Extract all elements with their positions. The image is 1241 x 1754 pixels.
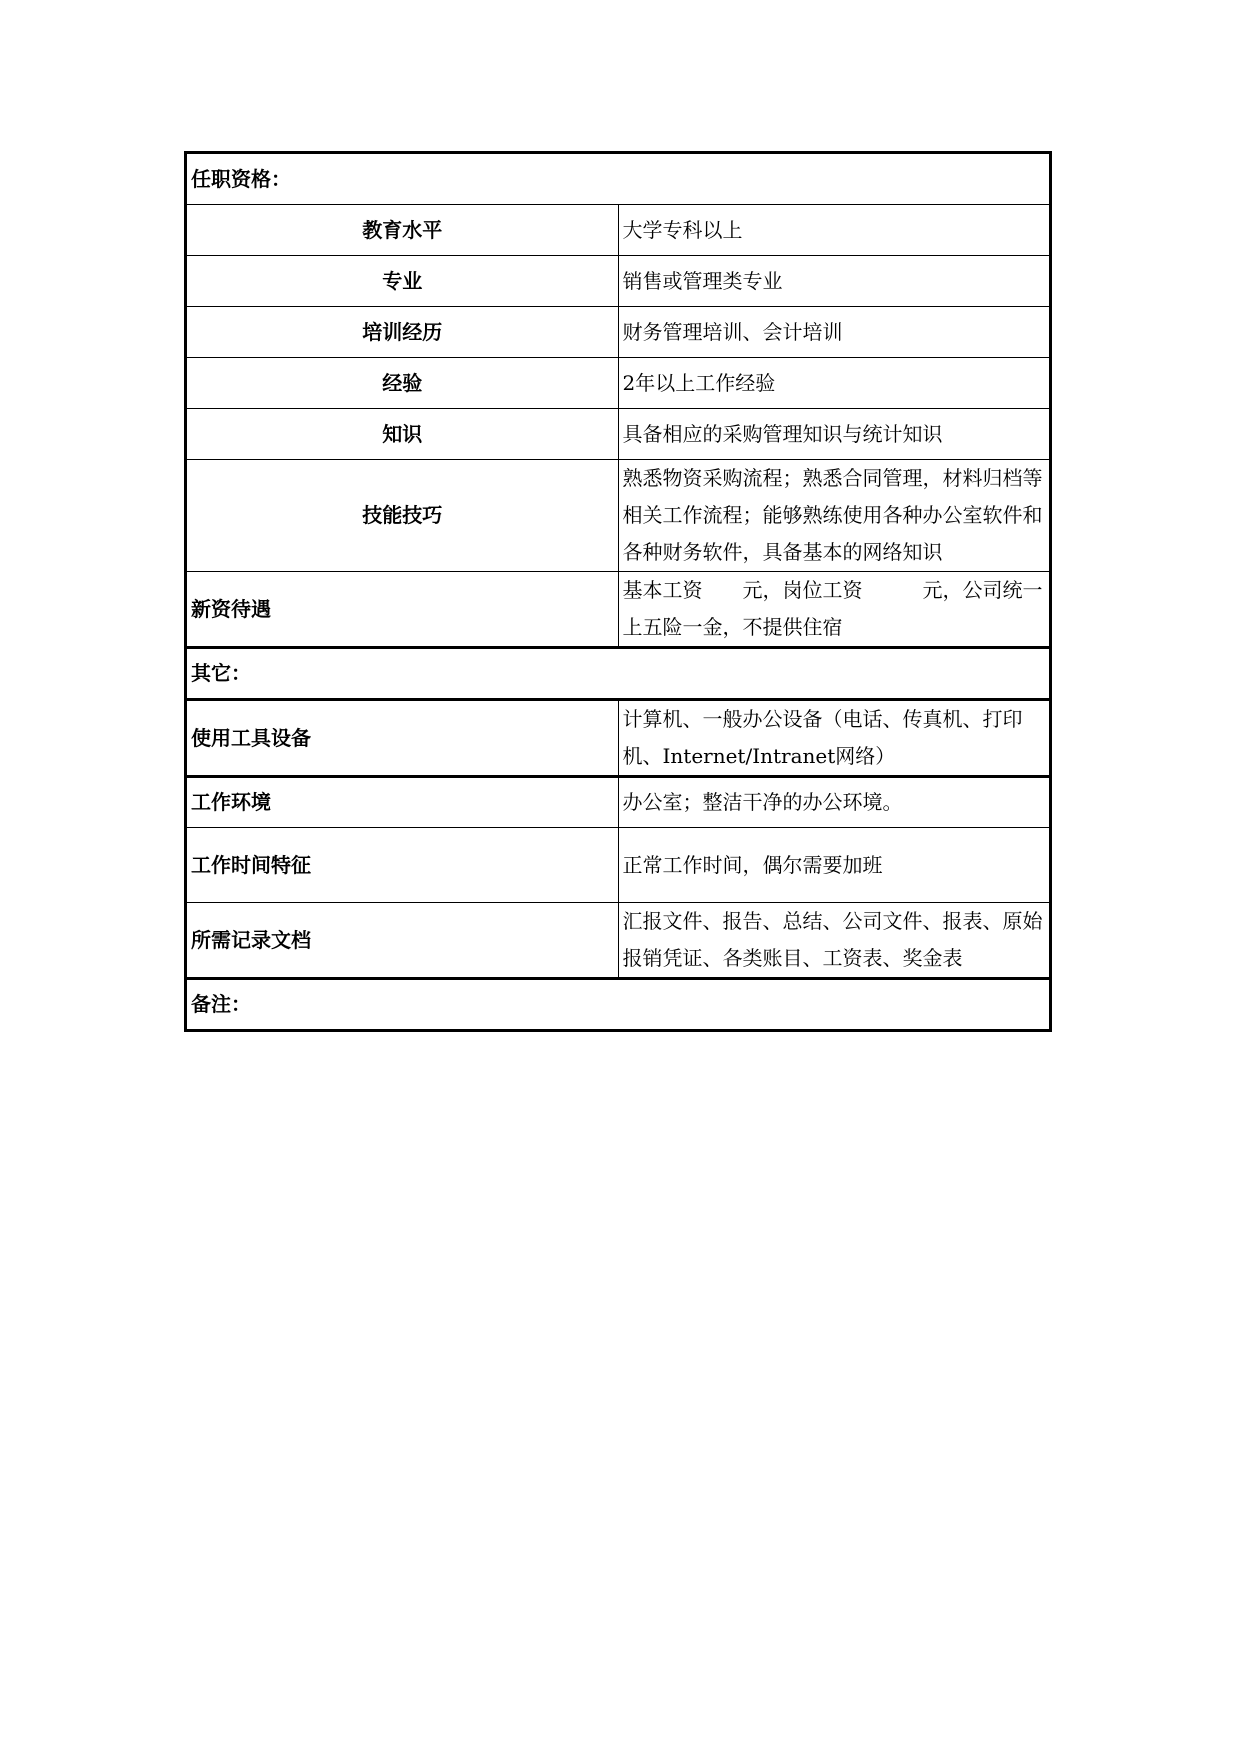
- row-label-skills: 技能技巧: [186, 460, 619, 572]
- row-value-knowledge: 具备相应的采购管理知识与统计知识: [618, 409, 1051, 460]
- row-value-major: 销售或管理类专业: [618, 256, 1051, 307]
- table-row: [186, 205, 1051, 256]
- row-label-tools: 使用工具设备: [186, 700, 619, 777]
- section-qualifications-title: 任职资格：: [186, 153, 1051, 205]
- row-label-major: 专业: [186, 256, 619, 307]
- row-value-salary: 基本工资 元，岗位工资 元，公司统一上五险一金，不提供住宿: [618, 572, 1051, 648]
- row-value-training: 财务管理培训、会计培训: [618, 307, 1051, 358]
- table-row: [186, 409, 1051, 460]
- row-value-documents: 汇报文件、报告、总结、公司文件、报表、原始报销凭证、各类账目、工资表、奖金表: [618, 903, 1051, 979]
- table-row: [186, 307, 1051, 358]
- table-row: [186, 903, 1051, 979]
- table-row: [186, 828, 1051, 903]
- row-value-skills: 熟悉物资采购流程；熟悉合同管理，材料归档等相关工作流程；能够熟练使用各种办公室软件和各种财务软件，具备基本的网络知识: [618, 460, 1051, 572]
- row-label-documents: 所需记录文档: [186, 903, 619, 979]
- table-row: [186, 460, 1051, 572]
- row-value-education: 大学专科以上: [618, 205, 1051, 256]
- table-row: [186, 358, 1051, 409]
- row-label-work-time: 工作时间特征: [186, 828, 619, 903]
- row-value-tools: 计算机、一般办公设备（电话、传真机、打印机、Internet/Intranet网络）: [618, 700, 1051, 777]
- row-value-experience: 2年以上工作经验: [618, 358, 1051, 409]
- row-value-work-time: 正常工作时间，偶尔需要加班: [618, 828, 1051, 903]
- table-row: [186, 256, 1051, 307]
- table-row: [186, 777, 1051, 828]
- row-value-environment: 办公室；整洁干净的办公环境。: [618, 777, 1051, 828]
- job-qualification-table: [184, 151, 1052, 1032]
- row-label-training: 培训经历: [186, 307, 619, 358]
- row-label-knowledge: 知识: [186, 409, 619, 460]
- section-remarks-title: 备注：: [186, 979, 1051, 1031]
- section-other-title: 其它：: [186, 648, 1051, 700]
- row-label-experience: 经验: [186, 358, 619, 409]
- row-label-salary: 新资待遇: [186, 572, 619, 648]
- table-row: [186, 572, 1051, 648]
- row-label-environment: 工作环境: [186, 777, 619, 828]
- row-label-education: 教育水平: [186, 205, 619, 256]
- table-row: [186, 700, 1051, 777]
